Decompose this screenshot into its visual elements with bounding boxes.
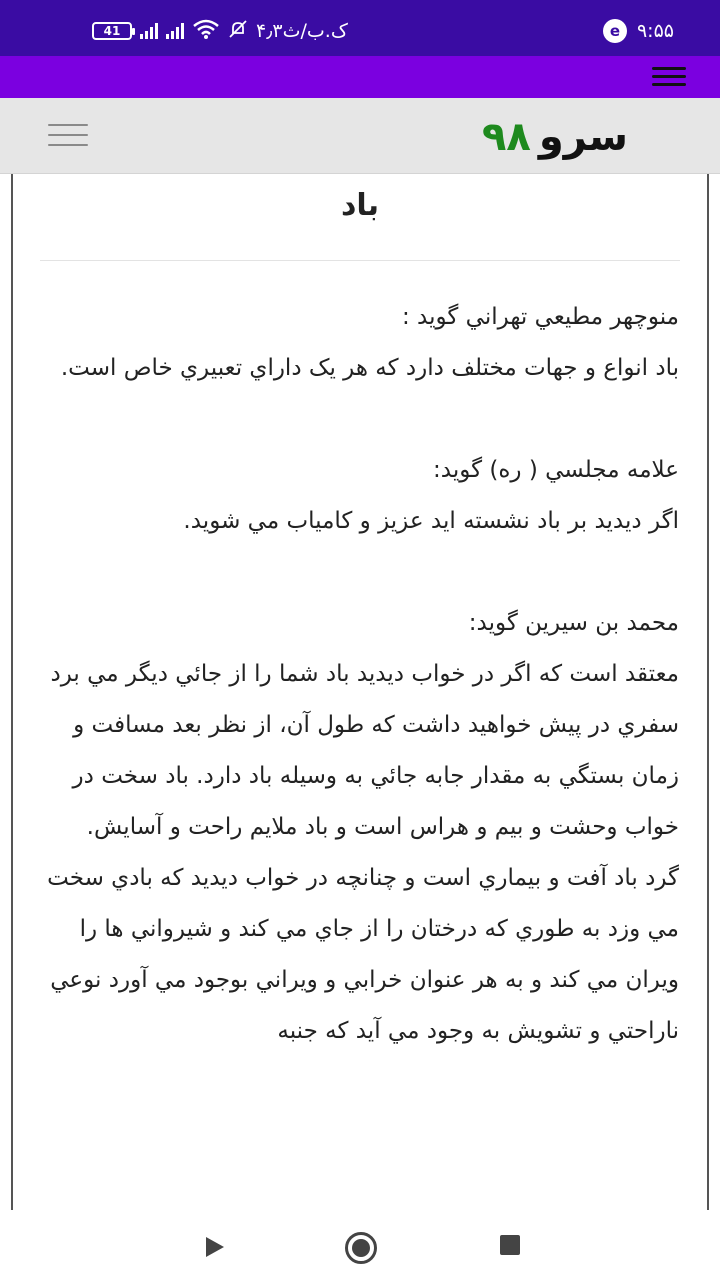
navigation-bar: [0, 1210, 720, 1280]
battery-icon: 41: [92, 22, 132, 40]
site-menu-icon[interactable]: [48, 124, 88, 146]
logo-number: ۹۸: [482, 114, 531, 160]
article-paragraph: [47, 445, 679, 547]
menu-icon[interactable]: [652, 67, 686, 86]
status-bar: [0, 0, 720, 56]
home-icon[interactable]: [345, 1232, 375, 1262]
status-icons-right: [603, 16, 674, 46]
status-icons-left: [92, 16, 348, 46]
paragraph-heading: علامه مجلسي ( ره) گويد:: [433, 457, 679, 483]
network-speed: ۴٫۳ک.ب/ث: [256, 20, 348, 42]
wifi-icon: [192, 19, 220, 44]
paragraph-heading: منوچهر مطيعي تهراني گويد :: [402, 304, 679, 330]
paragraph-heading: محمد بن سيرين گويد:: [468, 610, 679, 636]
paragraph-text: اگر ديديد بر باد نشسته ايد عزيز و کامياب مي شويد.: [183, 508, 679, 534]
muted-bell-icon: [228, 19, 248, 44]
article-paragraph: [47, 598, 679, 1057]
clock: ۹:۵۵: [636, 20, 674, 42]
recent-apps-icon[interactable]: [498, 1232, 528, 1262]
article-body: [47, 292, 679, 1108]
site-header: [0, 98, 720, 174]
back-icon[interactable]: [200, 1232, 230, 1262]
article-card: [11, 174, 709, 1210]
title-divider: [40, 260, 680, 261]
signal-icon-2: [166, 23, 184, 39]
paragraph-text: باد انواع و جهات مختلف دارد که هر يک داراي تعبيري خاص است.: [60, 355, 679, 381]
app-bar: [0, 56, 720, 98]
paragraph-text: معتقد است که اگر در خواب ديديد باد شما را از جائي ديگر مي برد سفري در پيش خواهيد داشت که طول آن، از نظر بعد مسافت و زمان بستگي به مقدار جابه جائي به وسيله باد دارد. باد سخت در خواب وحشت و بيم و هراس است و باد ملايم راحت و آسايش. گرد باد آفت و بيماري است و چنانچه در خواب ديديد که بادي سخت مي وزد به طوري که درختان را از جاي مي کند و شيرواني ها را ويران مي کند و به هر عنوان خرابي و ويراني بوجود مي آورد نوعي ناراحتي و تشويش به وجود مي آيد که جنبه: [47, 661, 679, 1044]
page-title: باد: [341, 188, 379, 223]
signal-icon: [140, 23, 158, 39]
app-notification-icon: e: [603, 19, 627, 43]
site-logo[interactable]: [482, 112, 628, 162]
logo-word: سرو: [538, 114, 628, 160]
article-paragraph: [47, 292, 679, 394]
